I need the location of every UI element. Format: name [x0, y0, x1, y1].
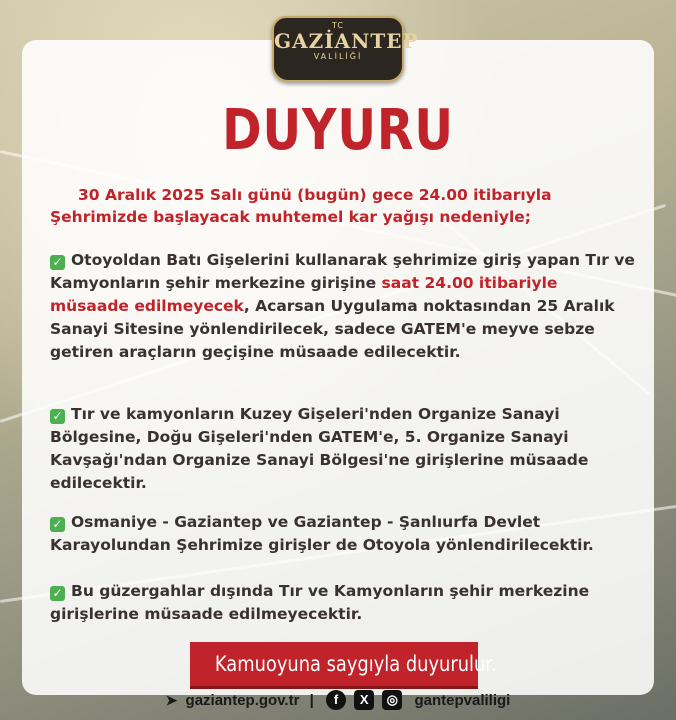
- item-text: Tır ve kamyonların Kuzey Gişeleri'nden Organize Sanayi Bölgesine, Doğu Gişeleri'nden GATEM'e, 5. Organize Sanayi Kavşağı'ndan Organize Sanayi Bölgesi'ne girişlerine müsaade edilecektir.: [50, 405, 589, 492]
- social-handle[interactable]: gantepvaliligi: [414, 691, 511, 709]
- item-text: Otoyoldan Batı Gişelerini kullanarak şehrimize giriş yapan Tır ve Kamyonların şehir merkezine girişine: [50, 251, 635, 292]
- list-item: [50, 580, 636, 626]
- item-highlight: saat 24.00 itibariyle müsaade edilmeyecek: [50, 274, 558, 315]
- item-text: Bu güzergahlar dışında Tır ve Kamyonların şehir merkezine girişlerine müsaade edilmeyecektir.: [50, 582, 590, 623]
- cursor-icon: ➤: [165, 691, 178, 708]
- intro-line-2: Şehrimizde başlayacak muhtemel kar yağışı nedeniyle;: [50, 208, 532, 226]
- list-item: [50, 511, 636, 557]
- footer-bar: [0, 690, 676, 718]
- intro-text: [50, 184, 630, 228]
- gaziantep-valiligi-logo: [272, 16, 419, 82]
- logo-name: GAZİANTEP: [274, 29, 419, 53]
- banner-text: Kamuoyuna saygıyla duyurulur.: [214, 652, 497, 676]
- footer-separator: |: [309, 691, 314, 709]
- check-icon: ✓: [50, 517, 65, 532]
- instagram-icon[interactable]: ◎: [382, 690, 402, 710]
- check-icon: ✓: [50, 586, 65, 601]
- page-title: DUYURU: [222, 98, 454, 163]
- closing-banner: [190, 642, 497, 686]
- facebook-icon[interactable]: f: [326, 690, 346, 710]
- logo-sub: VALİLİĞİ: [313, 52, 363, 61]
- item-text: Osmaniye - Gaziantep ve Gaziantep - Şanlıurfa Devlet Karayolundan Şehrimize girişler de Otoyola yönlendirilecektir.: [50, 513, 594, 554]
- logo-tc: TC: [331, 21, 344, 30]
- intro-line-1: 30 Aralık 2025 Salı günü (bugün) gece 24.00 itibarıyla: [78, 186, 552, 204]
- check-icon: ✓: [50, 409, 65, 424]
- x-icon[interactable]: X: [354, 690, 374, 710]
- list-item: [50, 249, 636, 364]
- list-item: [50, 403, 636, 495]
- check-icon: ✓: [50, 255, 65, 270]
- item-text-after: , Acarsan Uygulama noktasından 25 Aralık Sanayi Sitesine yönlendirilecek, sadece GATEM'e meyve sebze getiren araçların geçişine müsaade edilecektir.: [50, 297, 615, 361]
- website-link[interactable]: gaziantep.gov.tr: [185, 691, 300, 709]
